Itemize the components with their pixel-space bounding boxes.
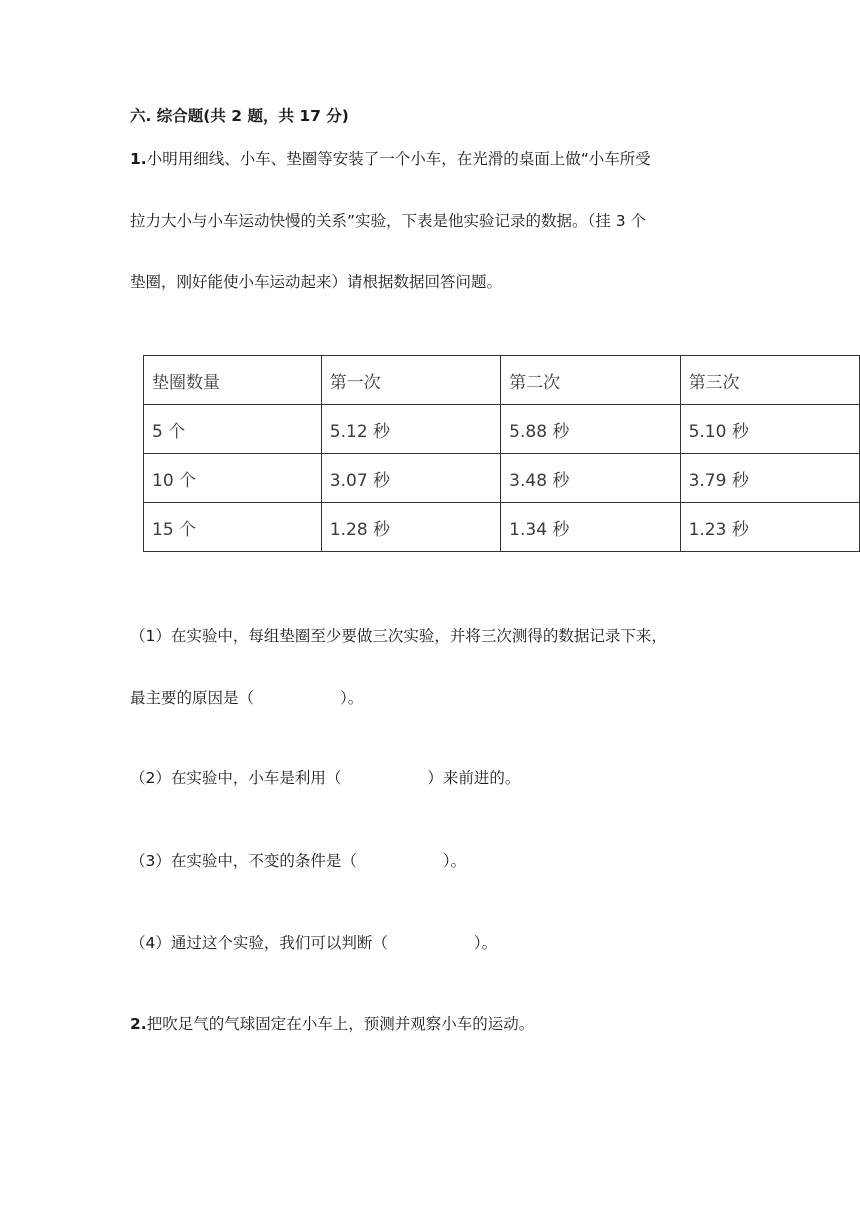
table-cell: 10 个 bbox=[144, 454, 322, 503]
table-cell: 3.48 秒 bbox=[501, 454, 680, 503]
table-cell: 1.28 秒 bbox=[321, 503, 500, 552]
subquestion-4 bbox=[130, 933, 497, 953]
table-cell: 5.12 秒 bbox=[321, 405, 500, 454]
table-header-cell: 第二次 bbox=[501, 356, 680, 405]
data-table bbox=[143, 355, 860, 552]
section-title: 六. 综合题(共 2 题，共 17 分) bbox=[130, 107, 349, 125]
table-cell: 3.79 秒 bbox=[680, 454, 859, 503]
subquestion-1-line-2 bbox=[130, 688, 363, 708]
table-header-cell: 第一次 bbox=[321, 356, 500, 405]
table-cell: 15 个 bbox=[144, 503, 322, 552]
table-cell: 1.34 秒 bbox=[501, 503, 680, 552]
subquestion-3-suffix: ）。 bbox=[442, 852, 467, 870]
subquestion-4-suffix: ）。 bbox=[473, 934, 498, 952]
table-header-row bbox=[144, 356, 860, 405]
table-row bbox=[144, 454, 860, 503]
question-1-line-1 bbox=[130, 149, 651, 169]
table-header-cell: 第三次 bbox=[680, 356, 859, 405]
question-2-number: 2. bbox=[130, 1015, 147, 1033]
table-row bbox=[144, 503, 860, 552]
question-2 bbox=[130, 1014, 534, 1034]
subquestion-2-suffix: ）来前进的。 bbox=[427, 769, 521, 787]
question-2-text: 把吹足气的气球固定在小车上，预测并观察小车的运动。 bbox=[146, 1015, 535, 1033]
table-cell: 3.07 秒 bbox=[321, 454, 500, 503]
table-cell: 1.23 秒 bbox=[680, 503, 859, 552]
table-header-cell: 垫圈数量 bbox=[144, 356, 322, 405]
subquestion-1-suffix: ）。 bbox=[340, 689, 364, 707]
subquestion-2 bbox=[130, 768, 520, 788]
question-1-line-2: 拉力大小与小车运动快慢的关系”实验，下表是他实验记录的数据。（挂 3 个 bbox=[130, 212, 646, 230]
table-cell: 5.10 秒 bbox=[680, 405, 859, 454]
table-cell: 5.88 秒 bbox=[501, 405, 680, 454]
table-row bbox=[144, 405, 860, 454]
table-cell: 5 个 bbox=[144, 405, 322, 454]
subquestion-3 bbox=[130, 851, 466, 871]
subquestion-1-prefix: 最主要的原因是（ bbox=[130, 689, 255, 707]
question-1-number: 1. bbox=[130, 150, 147, 168]
subquestion-2-prefix: （2）在实验中，小车是利用（ bbox=[130, 769, 342, 787]
question-1-text-1: 小明用细线、小车、垫圈等安装了一个小车，在光滑的桌面上做“小车所受 bbox=[146, 150, 651, 168]
subquestion-3-prefix: （3）在实验中，不变的条件是（ bbox=[130, 852, 357, 870]
question-1-line-3: 垫圈，刚好能使小车运动起来）请根据数据回答问题。 bbox=[130, 273, 503, 291]
subquestion-1-line-1: （1）在实验中，每组垫圈至少要做三次实验，并将三次测得的数据记录下来， bbox=[130, 627, 667, 645]
subquestion-4-prefix: （4）通过这个实验，我们可以判断（ bbox=[130, 934, 388, 952]
